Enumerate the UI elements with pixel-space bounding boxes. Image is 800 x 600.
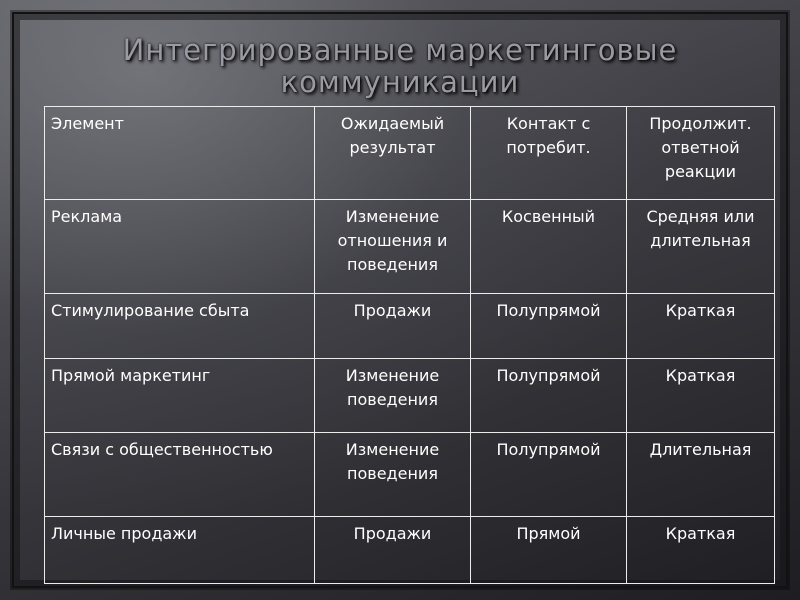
header-cell-expected-result: Ожидаемый результат — [315, 107, 471, 200]
slide-title-line-1: Интегрированные маркетинговые — [122, 33, 678, 67]
header-cell-response-duration: Продолжит. ответной реакции — [627, 107, 775, 200]
table-cell: Стимулирование сбыта — [45, 294, 315, 359]
table-header-row — [45, 107, 775, 200]
table-cell: Средняя или длительная — [627, 200, 775, 294]
table-cell: Связи с общественностью — [45, 433, 315, 517]
table-cell: Полупрямой — [471, 294, 627, 359]
table-cell: Реклама — [45, 200, 315, 294]
table-row — [45, 433, 775, 517]
table-cell: Изменение поведения — [315, 433, 471, 517]
table-cell: Длительная — [627, 433, 775, 517]
table-row — [45, 359, 775, 433]
table-cell: Продажи — [315, 294, 471, 359]
table-row — [45, 517, 775, 584]
table-cell: Изменение поведения — [315, 359, 471, 433]
table-cell: Краткая — [627, 294, 775, 359]
table-cell: Косвенный — [471, 200, 627, 294]
table-cell: Изменение отношения и поведения — [315, 200, 471, 294]
table-row — [45, 200, 775, 294]
header-cell-element: Элемент — [45, 107, 315, 200]
slide-title — [0, 34, 800, 98]
table-row — [45, 294, 775, 359]
slide-title-line-2: коммуникации — [280, 65, 520, 99]
table-cell: Прямой — [471, 517, 627, 584]
table-cell: Личные продажи — [45, 517, 315, 584]
table-cell: Продажи — [315, 517, 471, 584]
marketing-communications-table — [44, 106, 775, 584]
table-cell: Полупрямой — [471, 359, 627, 433]
table-cell: Полупрямой — [471, 433, 627, 517]
header-cell-consumer-contact: Контакт с потребит. — [471, 107, 627, 200]
table-cell: Краткая — [627, 359, 775, 433]
table-cell: Краткая — [627, 517, 775, 584]
table-cell: Прямой маркетинг — [45, 359, 315, 433]
